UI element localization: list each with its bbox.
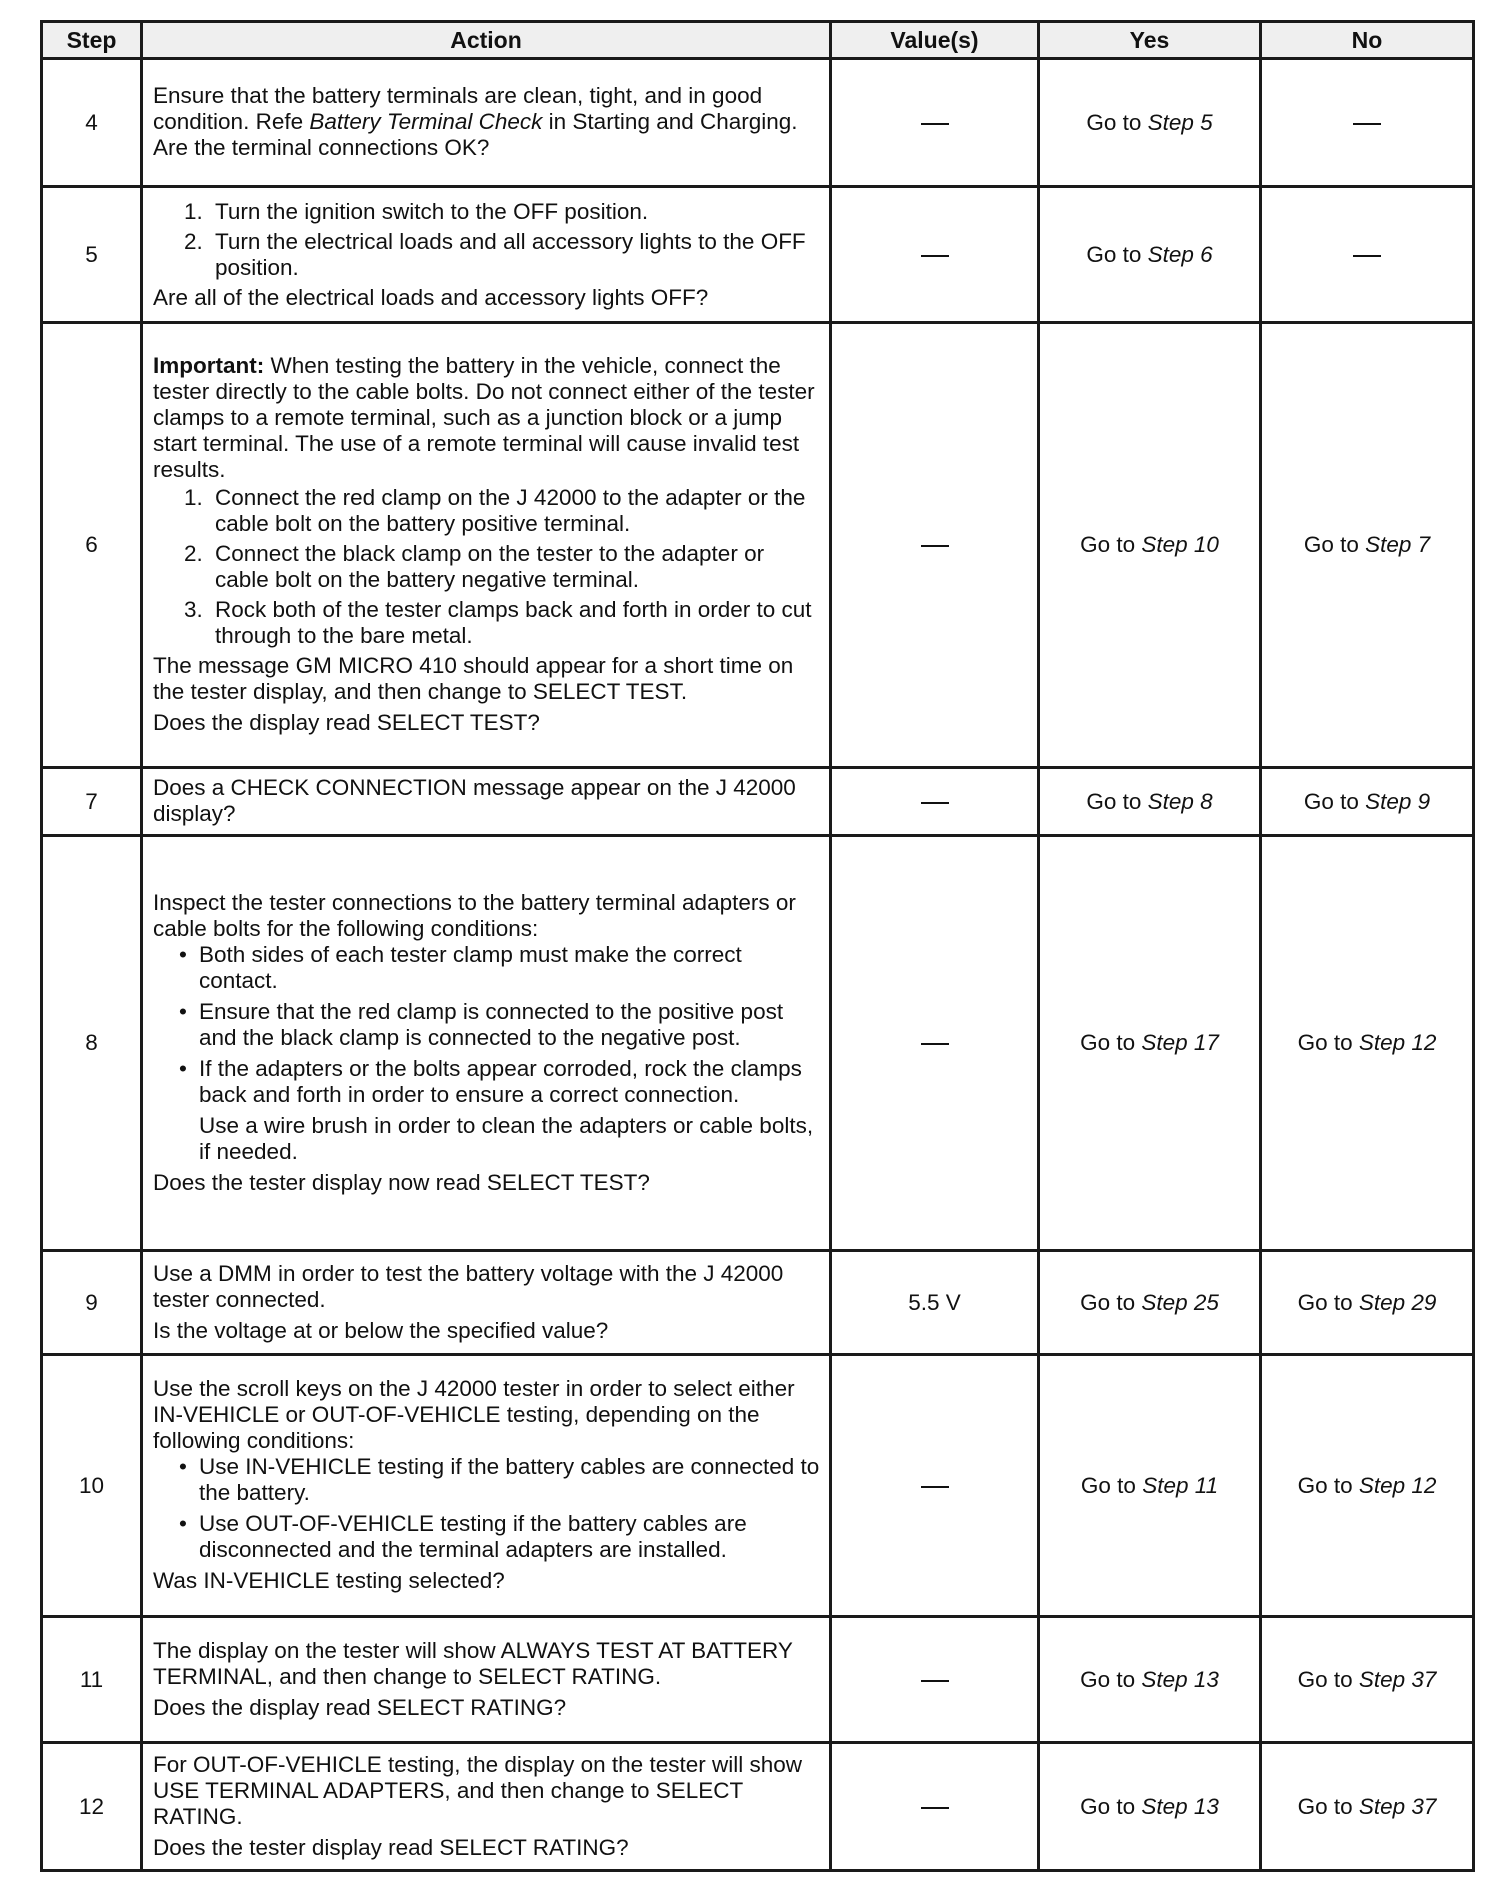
table-row xyxy=(42,836,1474,1251)
value-cell xyxy=(831,323,1039,768)
list-item: 1. Turn the ignition switch to the OFF position. xyxy=(209,199,821,225)
no-cell: Go to Step 37 xyxy=(1261,1743,1474,1871)
yes-cell: Go to Step 17 xyxy=(1039,836,1261,1251)
no-cell xyxy=(1261,187,1474,323)
condition-bullets xyxy=(153,1454,821,1563)
table-row xyxy=(42,1743,1474,1871)
header-values: Value(s) xyxy=(831,22,1039,59)
no-cell xyxy=(1261,59,1474,187)
table-row xyxy=(42,59,1474,187)
list-item: 3. Rock both of the tester clamps back and forth in order to cut through to the bare metal. xyxy=(209,597,821,649)
no-value-dash xyxy=(1353,255,1381,257)
no-cell: Go to Step 7 xyxy=(1261,323,1474,768)
no-cell: Go to Step 9 xyxy=(1261,768,1474,836)
no-cell: Go to Step 12 xyxy=(1261,1355,1474,1617)
action-intro: Use the scroll keys on the J 42000 tester in order to select either IN-VEHICLE or OUT-OF-VEHICLE testing, depending on the following conditions: xyxy=(153,1376,795,1453)
step-number: 8 xyxy=(42,836,142,1251)
yes-cell: Go to Step 25 xyxy=(1039,1251,1261,1355)
action-question: Does a CHECK CONNECTION message appear on the J 42000 display? xyxy=(153,775,796,826)
action-intro: Inspect the tester connections to the battery terminal adapters or cable bolts for the following conditions: xyxy=(153,889,796,941)
table-row xyxy=(42,1617,1474,1743)
no-value-dash xyxy=(1353,123,1381,125)
value-cell xyxy=(831,836,1039,1251)
list-item: 2. Connect the black clamp on the tester to the adapter or cable bolt on the battery negative terminal. xyxy=(209,541,821,593)
action-text: Use a DMM in order to test the battery voltage with the J 42000 tester connected. xyxy=(153,1260,784,1312)
no-cell: Go to Step 37 xyxy=(1261,1617,1474,1743)
no-value-dash xyxy=(921,1807,949,1809)
action-question: Does the tester display read SELECT RATING? xyxy=(153,1834,629,1860)
no-value-dash xyxy=(921,1486,949,1488)
list-item: • If the adapters or the bolts appear corroded, rock the clamps back and forth in order to ensure a correct connection. Use a wire brush in order to clean the adapters or cable bolts, if needed. xyxy=(199,1056,821,1165)
action-note: The message GM MICRO 410 should appear for a short time on the tester display, and then change to SELECT TEST. xyxy=(153,653,794,704)
table-row xyxy=(42,1355,1474,1617)
list-item: • Both sides of each tester clamp must make the correct contact. xyxy=(199,942,821,994)
no-cell: Go to Step 29 xyxy=(1261,1251,1474,1355)
action-cell xyxy=(142,1617,831,1743)
step-number: 10 xyxy=(42,1355,142,1617)
list-item: 1. Connect the red clamp on the J 42000 to the adapter or the cable bolt on the battery positive terminal. xyxy=(209,485,821,537)
action-question: Does the display read SELECT RATING? xyxy=(153,1694,567,1720)
action-question: Are the terminal connections OK? xyxy=(153,135,490,160)
action-cell xyxy=(142,1251,831,1355)
important-note: Important: When testing the battery in the vehicle, connect the tester directly to the cable bolts. Do not connect either of the tester clamps to a remote terminal, such as a junction block or a jump start terminal. The use of a remote terminal will cause invalid test results. xyxy=(153,353,815,482)
header-step: Step xyxy=(42,22,142,59)
step-number: 7 xyxy=(42,768,142,836)
action-steps-list xyxy=(153,199,821,281)
list-item: • Ensure that the red clamp is connected to the positive post and the black clamp is connected to the negative post. xyxy=(199,999,821,1051)
value-cell: 5.5 V xyxy=(831,1251,1039,1355)
diagnostic-table-sheet xyxy=(40,20,1472,1872)
no-value-dash xyxy=(921,545,949,547)
action-question: Does the display read SELECT TEST? xyxy=(153,710,540,735)
step-number: 6 xyxy=(42,323,142,768)
yes-cell: Go to Step 5 xyxy=(1039,59,1261,187)
action-cell xyxy=(142,323,831,768)
action-cell xyxy=(142,1355,831,1617)
value-cell xyxy=(831,1743,1039,1871)
no-value-dash xyxy=(921,1043,949,1045)
condition-bullets xyxy=(153,942,821,1165)
step-number: 12 xyxy=(42,1743,142,1871)
header-yes: Yes xyxy=(1039,22,1261,59)
table-row xyxy=(42,1251,1474,1355)
action-text: The display on the tester will show ALWAYS TEST AT BATTERY TERMINAL, and then change to SELECT RATING. xyxy=(153,1637,793,1689)
action-question: Does the tester display now read SELECT TEST? xyxy=(153,1169,650,1195)
action-question: Is the voltage at or below the specified value? xyxy=(153,1317,609,1343)
action-cell xyxy=(142,768,831,836)
header-no: No xyxy=(1261,22,1474,59)
list-item: 2. Turn the electrical loads and all accessory lights to the OFF position. xyxy=(209,229,821,281)
value-cell xyxy=(831,59,1039,187)
action-cell xyxy=(142,59,831,187)
action-cell xyxy=(142,836,831,1251)
action-steps-list xyxy=(153,485,821,649)
action-cell xyxy=(142,1743,831,1871)
value-cell xyxy=(831,1355,1039,1617)
header-row xyxy=(42,22,1474,59)
step-number: 9 xyxy=(42,1251,142,1355)
list-item: • Use OUT-OF-VEHICLE testing if the battery cables are disconnected and the terminal adapters are installed. xyxy=(199,1511,821,1563)
header-action: Action xyxy=(142,22,831,59)
step-number: 5 xyxy=(42,187,142,323)
action-text: Ensure that the battery terminals are clean, tight, and in good condition. Refe Battery Terminal Check in Starting and Charging. xyxy=(153,83,798,134)
yes-cell: Go to Step 6 xyxy=(1039,187,1261,323)
action-question: Was IN-VEHICLE testing selected? xyxy=(153,1568,505,1593)
no-cell: Go to Step 12 xyxy=(1261,836,1474,1251)
yes-cell: Go to Step 13 xyxy=(1039,1617,1261,1743)
table-row xyxy=(42,323,1474,768)
action-cell xyxy=(142,187,831,323)
yes-cell: Go to Step 10 xyxy=(1039,323,1261,768)
no-value-dash xyxy=(921,802,949,804)
step-number: 11 xyxy=(42,1617,142,1743)
diagnostic-steps-table xyxy=(40,20,1475,1872)
value-cell xyxy=(831,768,1039,836)
yes-cell: Go to Step 11 xyxy=(1039,1355,1261,1617)
no-value-dash xyxy=(921,1680,949,1682)
no-value-dash xyxy=(921,255,949,257)
list-item: • Use IN-VEHICLE testing if the battery cables are connected to the battery. xyxy=(199,1454,821,1506)
step-number: 4 xyxy=(42,59,142,187)
action-text: For OUT-OF-VEHICLE testing, the display on the tester will show USE TERMINAL ADAPTERS, and then change to SELECT RATING. xyxy=(153,1751,802,1829)
yes-cell: Go to Step 8 xyxy=(1039,768,1261,836)
bullet-subnote: Use a wire brush in order to clean the adapters or cable bolts, if needed. xyxy=(199,1112,814,1164)
action-question: Are all of the electrical loads and accessory lights OFF? xyxy=(153,285,709,310)
yes-cell: Go to Step 13 xyxy=(1039,1743,1261,1871)
table-row xyxy=(42,187,1474,323)
table-row xyxy=(42,768,1474,836)
no-value-dash xyxy=(921,123,949,125)
value-cell xyxy=(831,187,1039,323)
value-cell xyxy=(831,1617,1039,1743)
